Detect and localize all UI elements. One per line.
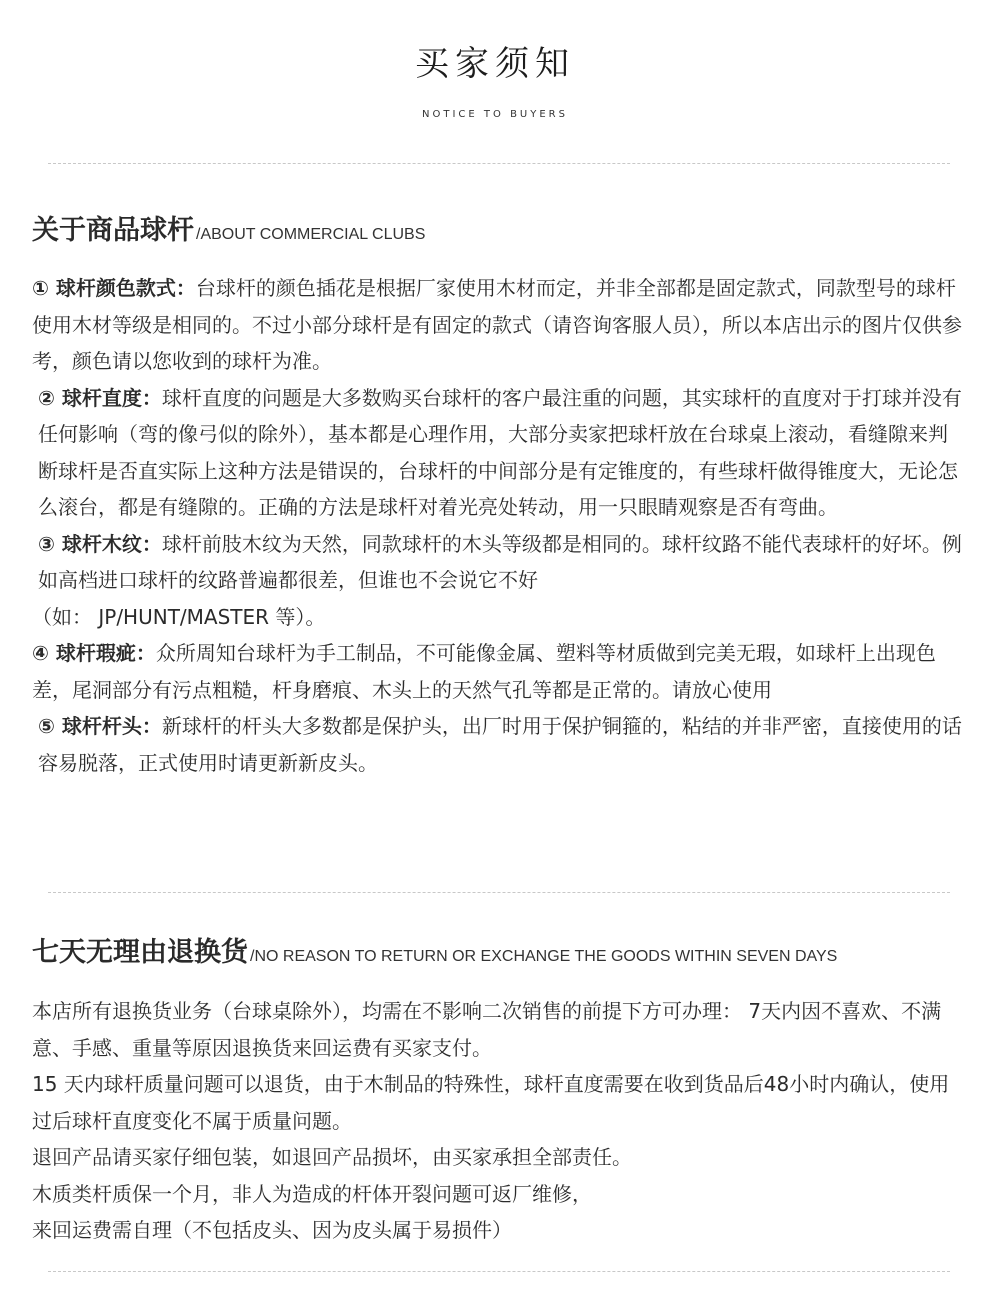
section-body-clubs: [32, 270, 967, 781]
paragraph: 本店所有退换货业务（台球桌除外），均需在不影响二次销售的前提下方可办理： 7天内因不喜欢、不满意、手感、重量等原因退换货来回运费有买家支付。: [32, 999, 942, 1060]
page-title: 买家须知: [415, 44, 575, 84]
paragraph: 来回运费需自理（不包括皮头、因为皮头属于易损件）: [32, 1218, 512, 1242]
item-label: 球杆瑕疵：: [55, 641, 156, 665]
item-label: 球杆杆头：: [61, 714, 162, 738]
item-text: 新球杆的杆头大多数都是保护头，出厂时用于保护铜箍的，粘结的并非严密，直接使用的话容易脱落，正式使用时请更新新皮头。: [38, 714, 962, 775]
page-header: [0, 36, 990, 120]
item-number: ⑤: [38, 714, 55, 738]
list-item: [32, 526, 967, 599]
section-title-zh: 关于商品球杆: [32, 215, 194, 246]
item-text: 众所周知台球杆为手工制品，不可能像金属、塑料等材质做到完美无瑕，如球杆上出现色差，尾洞部分有污点粗糙，杆身磨痕、木头上的天然气孔等都是正常的。请放心使用: [32, 641, 936, 702]
divider: [48, 892, 950, 893]
item-number: ①: [32, 276, 49, 300]
paragraph: 木质类杆质保一个月，非人为造成的杆体开裂问题可返厂维修，: [32, 1181, 592, 1206]
item-text: 球杆前肢木纹为天然，同款球杆的木头等级都是相同的。球杆纹路不能代表球杆的好坏。例如高档进口球杆的纹路普遍都很差，但谁也不会说它不好: [38, 531, 962, 592]
list-item: [32, 270, 967, 380]
item-number: ③: [38, 531, 55, 556]
list-item-extra: （如： JP/HUNT/MASTER 等）。: [32, 604, 326, 629]
section-title-zh: 七天无理由退换货: [32, 937, 248, 968]
divider: [48, 1271, 950, 1272]
section-title-en: /ABOUT COMMERCIAL CLUBS: [196, 226, 426, 243]
section-body-returns: [32, 993, 967, 1249]
item-label: 球杆木纹：: [61, 531, 162, 556]
section-heading-clubs: [32, 208, 425, 247]
paragraph: 退回产品请买家仔细包装，如退回产品损坏，由买家承担全部责任。: [32, 1145, 632, 1169]
list-item: [32, 708, 967, 781]
paragraph: 15 天内球杆质量问题可以退货，由于木制品的特殊性，球杆直度需要在收到货品后48小时内确认，使用过后球杆直度变化不属于质量问题。: [32, 1072, 950, 1133]
list-item: [32, 635, 967, 708]
section-heading-returns: [32, 930, 837, 969]
item-number: ④: [32, 641, 49, 665]
item-text: 球杆直度的问题是大多数购买台球杆的客户最注重的问题，其实球杆的直度对于打球并没有任何影响（弯的像弓似的除外），基本都是心理作用，大部分卖家把球杆放在台球桌上滚动，看缝隙来判断球杆是否直实际上这种方法是错误的，台球杆的中间部分是有定锥度的，有些球杆做得锥度大，无论怎么滚台，都是有缝隙的。正确的方法是球杆对着光亮处转动，用一只眼睛观察是否有弯曲。: [38, 385, 962, 519]
divider: [48, 163, 950, 164]
item-number: ②: [38, 385, 55, 410]
page-subtitle: NOTICE TO BUYERS: [422, 109, 568, 120]
item-text: 台球杆的颜色插花是根据厂家使用木材而定，并非全部都是固定款式，同款型号的球杆使用木材等级是相同的。不过小部分球杆是有固定的款式（请咨询客服人员），所以本店出示的图片仅供参考，颜色请以您收到的球杆为准。: [32, 276, 962, 373]
section-title-en: /NO REASON TO RETURN OR EXCHANGE THE GOODS WITHIN SEVEN DAYS: [250, 948, 838, 965]
item-label: 球杆颜色款式：: [55, 276, 196, 300]
item-label: 球杆直度：: [61, 385, 162, 410]
list-item: [32, 380, 967, 526]
